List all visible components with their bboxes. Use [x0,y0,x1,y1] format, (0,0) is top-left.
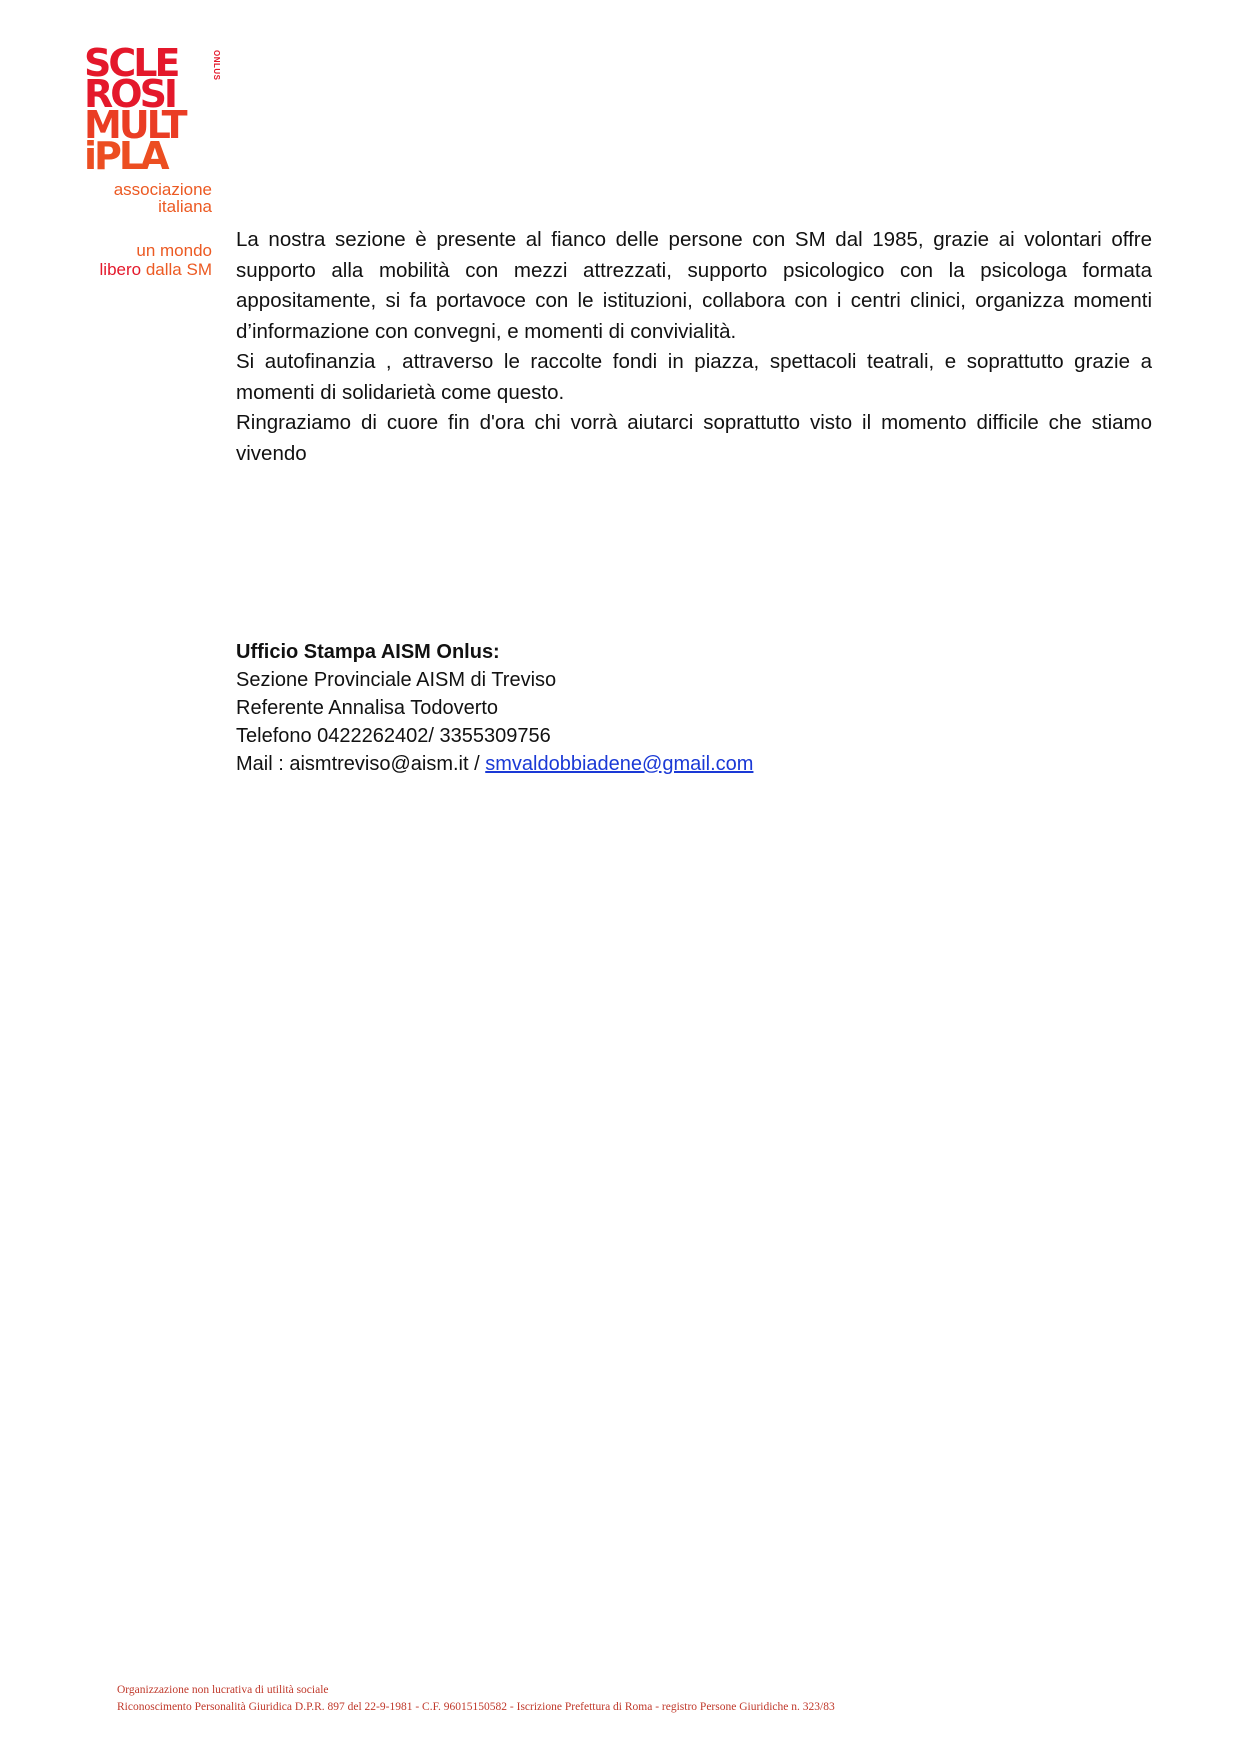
logo-word-1: SCLE [84,41,178,85]
logo-association-line-2: italiana [158,197,212,216]
footer-line-2: Riconoscimento Personalità Giuridica D.P.R. 897 del 22-9-1981 - C.F. 96015150582 - Iscrizione Prefettura di Roma - registro Persone Giuridiche n. 323/83 [117,1701,835,1713]
body-paragraph-1: La nostra sezione è presente al fianco delle persone con SM dal 1985, grazie ai volontari offre supporto alla mobilità con mezzi attrezzati, supporto psicologico con la psicologa formata appositamente, si fa portavoce con le istituzioni, collabora con i centri clinici, organizza momenti d’informazione con convegni, e momenti di convivialità. [236,228,1152,343]
logo-association-text [84,181,212,215]
contact-title: Ufficio Stampa AISM Onlus: [236,641,500,663]
logo-word-3: MULT [84,103,185,147]
logo-word-2: ROSI [84,72,176,116]
logo-onlus-badge: ONLUS [212,50,221,81]
contact-mail-prefix: Mail : aismtreviso@aism.it / [236,753,486,775]
footer-line-1: Organizzazione non lucrativa di utilità sociale [117,1684,329,1696]
logo-association-line-1: associazione [113,180,212,199]
logo-word-4: iPLA [84,134,167,178]
contact-mail [236,750,753,778]
legal-footer [117,1682,835,1716]
contact-section: Sezione Provinciale AISM di Treviso [236,669,557,691]
body-text [236,225,1152,469]
contact-phone: Telefono 0422262402/ 3355309756 [236,725,551,747]
logo-tagline [84,241,212,279]
body-paragraph-2: Si autofinanzia , attraverso le raccolte fondi in piazza, spettacoli teatrali, e soprattutto grazie a momenti di solidarietà come questo. [236,350,1152,404]
tagline-line-2 [84,260,212,279]
contact-email-link[interactable]: smvaldobbiadene@gmail.com [485,753,754,775]
tagline-line-1: un mondo [136,241,212,260]
tagline-line-2-rest: dalla SM [141,260,212,279]
aism-logo [84,41,229,279]
contact-referent: Referente Annalisa Todoverto [236,697,499,719]
body-paragraph-3: Ringraziamo di cuore fin d'ora chi vorrà aiutarci soprattutto visto il momento difficile che stiamo vivendo [236,411,1152,465]
press-office-contact [236,638,753,778]
tagline-line-2-highlight: libero [99,260,142,279]
